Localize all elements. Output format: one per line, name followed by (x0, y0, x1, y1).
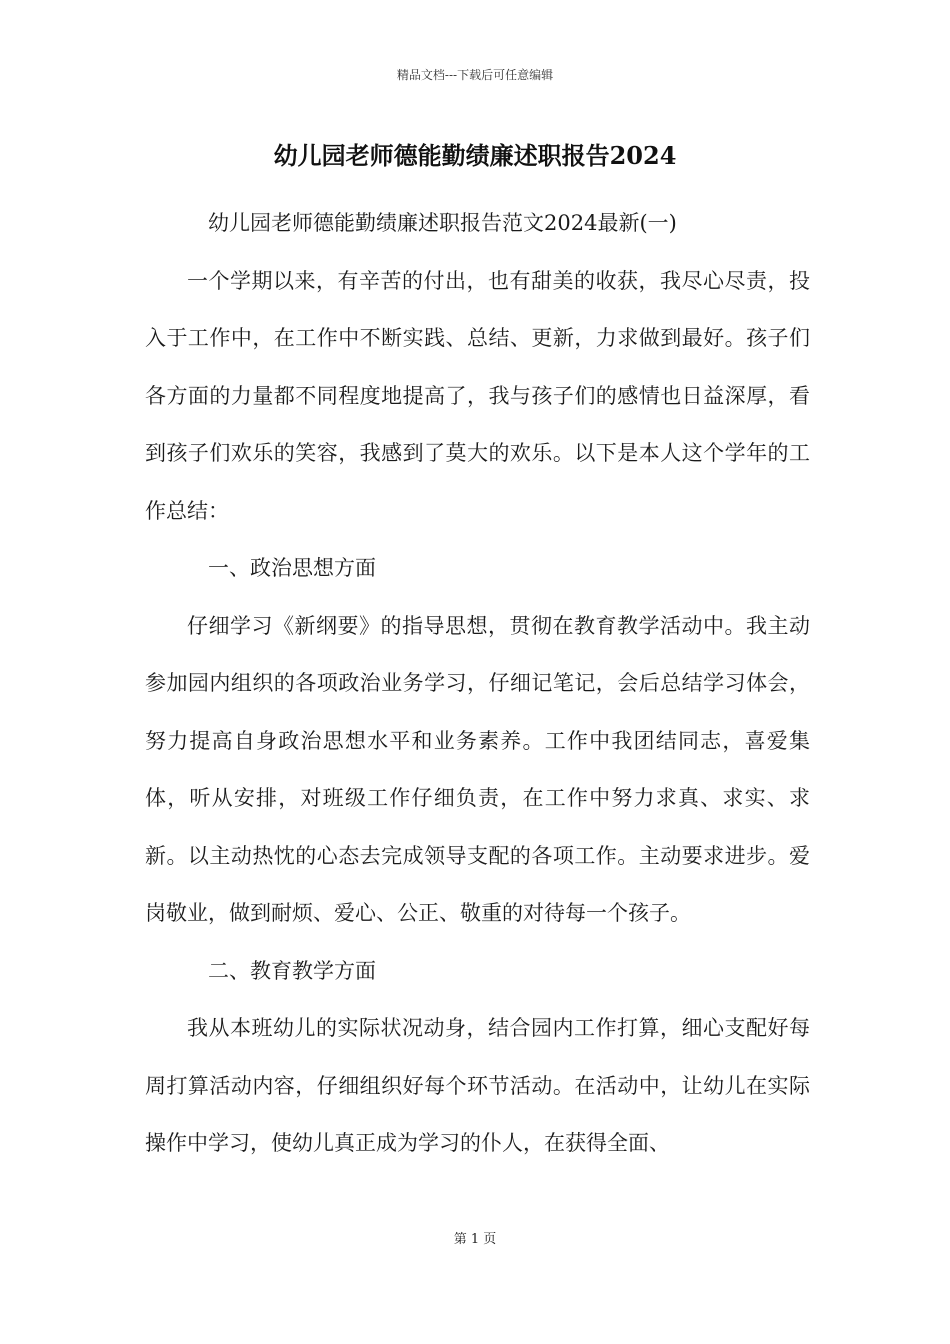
document-subtitle: 幼儿园老师德能勤绩廉述职报告范文2024最新(一) (208, 211, 677, 235)
section-heading-politics: 一、政治思想方面 (208, 556, 376, 580)
paragraph-teaching: 我从本班幼儿的实际状况动身，结合园内工作打算，细心支配好每周打算活动内容，仔细组织好每个环节活动。在活动中，让幼儿在实际操作中学习，使幼儿真正成为学习的仆人，在获得全面、 (145, 1016, 810, 1155)
header-note: 精品文档---下载后可任意编辑 (396, 68, 554, 82)
paragraph-politics: 仔细学习《新纲要》的指导思想，贯彻在教育教学活动中。我主动参加园内组织的各项政治业务学习，仔细记笔记，会后总结学习体会，努力提高自身政治思想水平和业务素养。工作中我团结同志，喜爱集体，听从安排，对班级工作仔细负责，在工作中努力求真、求实、求新。以主动热忱的心态去完成领导支配的各项工作。主动要求进步。爱岗敬业，做到耐烦、爱心、公正、敬重的对待每一个孩子。 (145, 613, 810, 925)
section-heading-teaching: 二、教育教学方面 (208, 958, 376, 983)
document-title: 幼儿园老师德能勤绩廉述职报告2024 (273, 141, 677, 170)
page-number: 第 1 页 (453, 1232, 497, 1247)
document-body (145, 195, 810, 1173)
paragraph-intro: 一个学期以来，有辛苦的付出，也有甜美的收获，我尽心尽责，投入于工作中，在工作中不断实践、总结、更新，力求做到最好。孩子们各方面的力量都不同程度地提高了，我与孩子们的感情也日益深厚，看到孩子们欢乐的笑容，我感到了莫大的欢乐。以下是本人这个学年的工作总结： (145, 268, 810, 523)
